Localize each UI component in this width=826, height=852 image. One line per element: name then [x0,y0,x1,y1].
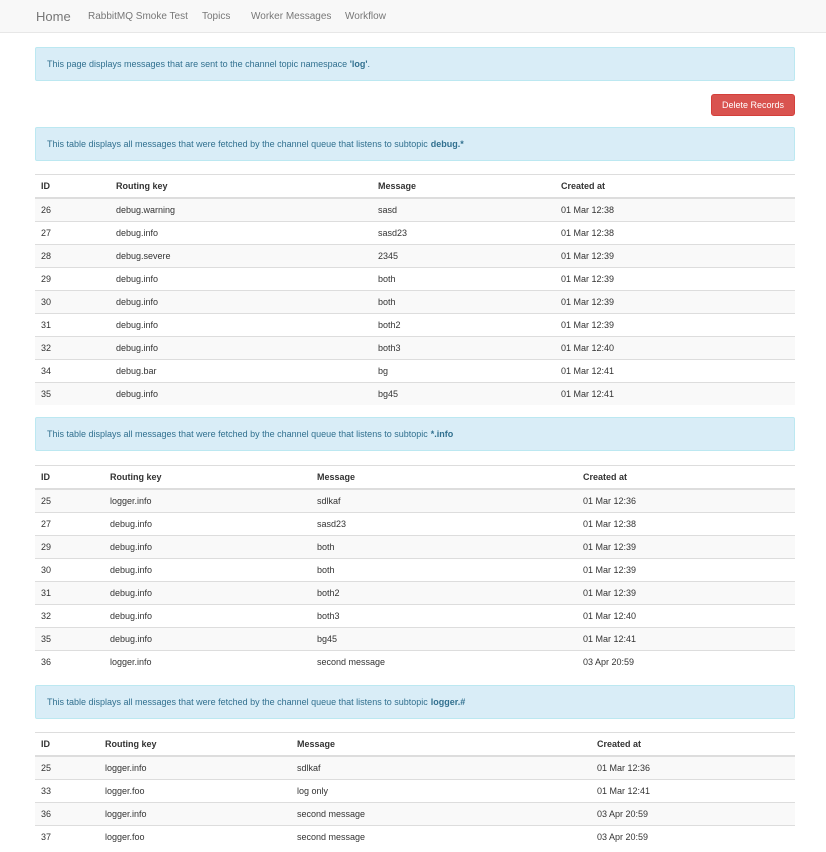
cell-routing-key: logger.info [104,651,311,674]
header-message: Message [291,733,591,757]
header-routing-key: Routing key [104,466,311,490]
cell-message: both [372,291,555,314]
cell-created-at: 01 Mar 12:40 [555,337,795,360]
cell-routing-key: debug.info [104,559,311,582]
table-row [35,803,795,826]
table-row [35,826,795,849]
nav-link-topics[interactable]: Topics [202,11,231,22]
cell-routing-key: logger.info [99,803,291,826]
table-row [35,605,795,628]
cell-id: 33 [35,780,99,803]
cell-message: sasd23 [372,222,555,245]
cell-created-at: 01 Mar 12:39 [555,268,795,291]
section-alert-logger [35,685,795,719]
cell-message: second message [311,651,577,674]
cell-routing-key: debug.info [104,582,311,605]
cell-routing-key: debug.info [110,383,372,406]
cell-id: 29 [35,536,104,559]
cell-id: 30 [35,291,110,314]
cell-message: both2 [372,314,555,337]
table-row [35,360,795,383]
messages-table-debug [35,174,795,405]
cell-created-at: 01 Mar 12:41 [577,628,795,651]
cell-created-at: 01 Mar 12:36 [577,489,795,513]
cell-id: 35 [35,383,110,406]
table-row [35,780,795,803]
cell-message: sdlkaf [291,756,591,780]
table-row [35,245,795,268]
table-row [35,628,795,651]
table-header-row [35,733,795,757]
cell-message: bg45 [372,383,555,406]
header-created-at: Created at [577,466,795,490]
cell-message: both [372,268,555,291]
table-header-row [35,466,795,490]
cell-id: 26 [35,198,110,222]
cell-created-at: 01 Mar 12:39 [577,536,795,559]
cell-created-at: 01 Mar 12:39 [555,314,795,337]
cell-id: 32 [35,337,110,360]
cell-id: 36 [35,803,99,826]
cell-message: 2345 [372,245,555,268]
table-header-row [35,175,795,199]
cell-routing-key: debug.info [110,291,372,314]
cell-id: 27 [35,513,104,536]
header-message: Message [311,466,577,490]
header-message: Message [372,175,555,199]
cell-created-at: 03 Apr 20:59 [577,651,795,674]
cell-routing-key: debug.bar [110,360,372,383]
section-alert-text: This table displays all messages that were fetched by the channel queue that listens to subtopic [47,429,428,439]
table-row [35,559,795,582]
delete-records-button[interactable]: Delete Records [711,94,795,116]
cell-message: bg [372,360,555,383]
cell-message: both [311,559,577,582]
cell-routing-key: debug.info [110,337,372,360]
cell-id: 25 [35,489,104,513]
cell-routing-key: logger.info [104,489,311,513]
cell-created-at: 01 Mar 12:39 [555,245,795,268]
table-row [35,489,795,513]
nav-brand-home[interactable]: Home [36,9,71,24]
intro-text: This page displays messages that are sent to the channel topic namespace [47,59,350,69]
cell-routing-key: debug.info [104,605,311,628]
cell-message: bg45 [311,628,577,651]
table-row [35,536,795,559]
cell-id: 34 [35,360,110,383]
cell-created-at: 03 Apr 20:59 [591,826,795,849]
section-alert-debug [35,127,795,161]
cell-message: sasd [372,198,555,222]
cell-message: log only [291,780,591,803]
section-topic: debug.* [430,139,464,149]
cell-id: 31 [35,314,110,337]
cell-routing-key: debug.info [110,314,372,337]
cell-id: 37 [35,826,99,849]
cell-created-at: 01 Mar 12:39 [577,582,795,605]
intro-alert [35,47,795,81]
table-row [35,651,795,674]
table-row [35,268,795,291]
cell-id: 29 [35,268,110,291]
cell-routing-key: logger.foo [99,826,291,849]
cell-id: 31 [35,582,104,605]
intro-namespace: 'log' [349,59,368,69]
cell-id: 30 [35,559,104,582]
cell-id: 28 [35,245,110,268]
cell-created-at: 01 Mar 12:38 [577,513,795,536]
table-row [35,291,795,314]
cell-created-at: 01 Mar 12:41 [591,780,795,803]
header-id: ID [35,733,99,757]
header-routing-key: Routing key [110,175,372,199]
cell-routing-key: debug.info [104,628,311,651]
cell-routing-key: debug.info [110,222,372,245]
cell-message: second message [291,803,591,826]
cell-routing-key: logger.info [99,756,291,780]
section-topic: logger.# [430,697,466,707]
cell-created-at: 01 Mar 12:39 [577,559,795,582]
intro-suffix: . [367,59,370,69]
section-alert-info [35,417,795,451]
nav-link-rabbitmq-smoke-test[interactable]: RabbitMQ Smoke Test [88,11,188,22]
table-row [35,314,795,337]
cell-id: 35 [35,628,104,651]
cell-id: 32 [35,605,104,628]
cell-created-at: 01 Mar 12:38 [555,198,795,222]
table-row [35,383,795,406]
cell-created-at: 01 Mar 12:40 [577,605,795,628]
cell-routing-key: logger.foo [99,780,291,803]
table-row [35,582,795,605]
cell-message: both [311,536,577,559]
cell-created-at: 03 Apr 20:59 [591,803,795,826]
cell-id: 25 [35,756,99,780]
cell-routing-key: debug.info [104,513,311,536]
messages-table-info [35,465,795,673]
cell-message: both3 [311,605,577,628]
nav-link-worker-messages[interactable]: Worker Messages [251,11,332,22]
cell-routing-key: debug.severe [110,245,372,268]
cell-message: both3 [372,337,555,360]
section-topic: *.info [430,429,454,439]
cell-message: second message [291,826,591,849]
header-created-at: Created at [555,175,795,199]
section-alert-text: This table displays all messages that were fetched by the channel queue that listens to subtopic [47,697,428,707]
cell-routing-key: debug.warning [110,198,372,222]
header-created-at: Created at [591,733,795,757]
table-row [35,756,795,780]
cell-created-at: 01 Mar 12:38 [555,222,795,245]
table-row [35,222,795,245]
navbar [0,0,826,33]
cell-created-at: 01 Mar 12:41 [555,383,795,406]
cell-routing-key: debug.info [104,536,311,559]
table-row [35,337,795,360]
cell-created-at: 01 Mar 12:36 [591,756,795,780]
cell-id: 27 [35,222,110,245]
cell-message: sasd23 [311,513,577,536]
nav-link-workflow[interactable]: Workflow [345,11,386,22]
cell-message: both2 [311,582,577,605]
cell-created-at: 01 Mar 12:41 [555,360,795,383]
cell-routing-key: debug.info [110,268,372,291]
header-id: ID [35,175,110,199]
messages-table-logger [35,732,795,848]
header-id: ID [35,466,104,490]
cell-created-at: 01 Mar 12:39 [555,291,795,314]
cell-id: 36 [35,651,104,674]
section-alert-text: This table displays all messages that were fetched by the channel queue that listens to subtopic [47,139,428,149]
cell-message: sdlkaf [311,489,577,513]
table-row [35,198,795,222]
table-row [35,513,795,536]
header-routing-key: Routing key [99,733,291,757]
